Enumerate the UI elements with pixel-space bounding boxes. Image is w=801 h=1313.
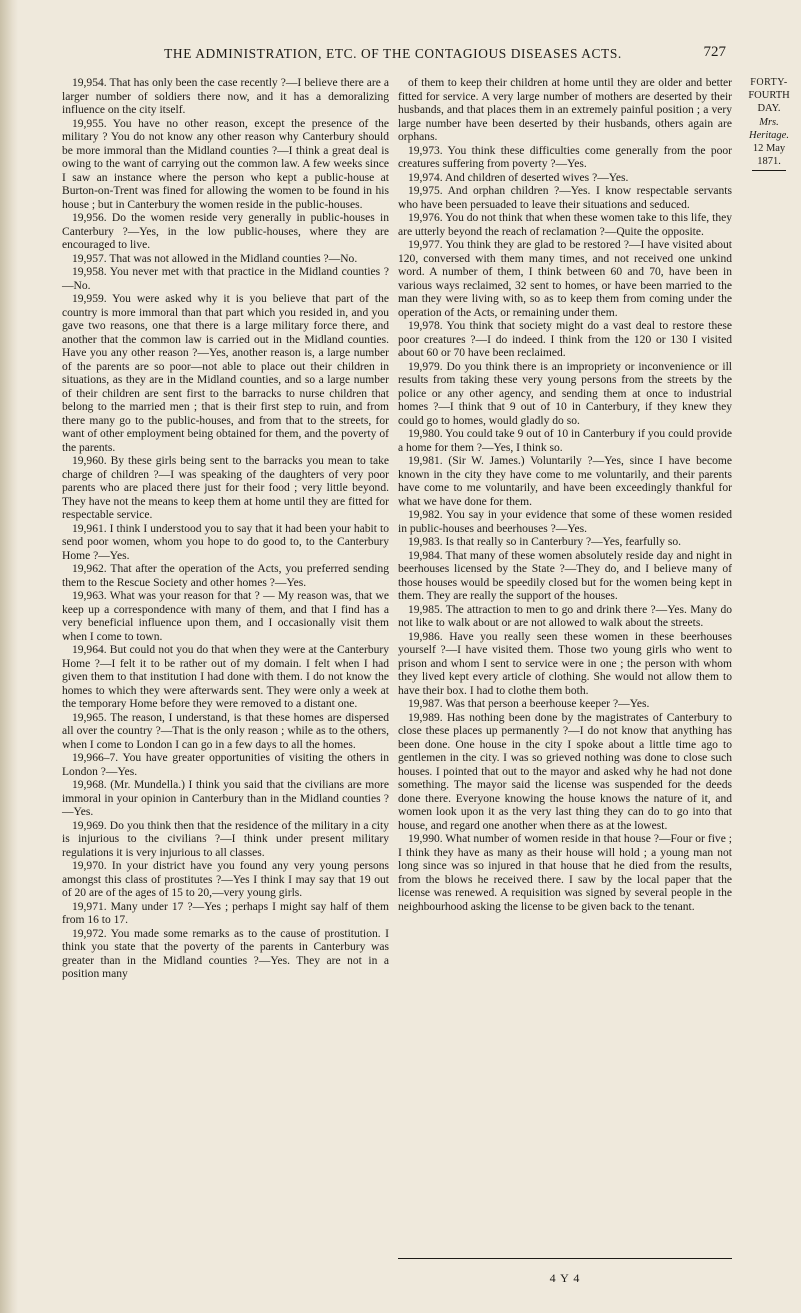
- margin-note-line: FORTY-: [750, 77, 788, 88]
- paragraph: 19,981. (Sir W. James.) Voluntarily ?—Yes, since I have become known in the city they have come to me voluntarily, and their parents have come to me voluntarily, and have been exceedingly thankful for what we have done for them.: [398, 455, 732, 508]
- paragraph: 19,959. You were asked why it is you believe that part of the country is more immoral than that part which you resided in, and you gave two reasons, one that there is a large military force there, and another that the common law is carried out in the Midland counties. Have you any other reason ?—Yes, another reason is, a large number of the parents are so poor—not able to place out their children in situations, as they are in the Midland counties, and so a large number of their children are sent first to the barracks to nurse children that belong to the married men ; that is their first step to ruin, and from there many go to the public-houses, and from that to the streets, for want of other employment being obtained for them, and the poverty of the parents.: [62, 293, 389, 454]
- paragraph: 19,977. You think they are glad to be restored ?—I have visited about 120, conversed with them many times, and not received one unkind word. A number of them, I think between 60 and 70, have been in various ways reclaimed, 32 sent to homes, or have been married to the man they were living with, so as to keep them from coming under the operation of the Acts, or remaining under them.: [398, 239, 732, 319]
- paragraph: 19,974. And children of deserted wives ?—Yes.: [408, 171, 629, 184]
- paragraph: 19,979. Do you think there is an impropriety or inconvenience or ill results from taking these very young persons from the streets by the police or any other agency, and sending them at once to industrial homes ?—I think that 9 out of 10 in Canterbury, if they knew they could go to homes, would gladly do so.: [398, 360, 732, 427]
- paragraph: 19,975. And orphan children ?—Yes. I know respectable servants who have been persuaded to leave their situations and seduced.: [398, 185, 732, 211]
- paragraph: 19,983. Is that really so in Canterbury ?—Yes, fearfully so.: [408, 536, 682, 548]
- paragraph: 19,978. You think that society might do a vast deal to restore these poor creatures ?—I do indeed. I think from the 120 or 130 I visited about 60 or 70 have been reclaimed.: [398, 320, 732, 359]
- paragraph: 19,985. The attraction to men to go and drink there ?—Yes. Many do not like to walk about or are not allowed to walk about the streets.: [398, 603, 732, 629]
- paragraph: 19,954. That has only been the case recently ?—I believe there are a larger number of soldiers there now, and it has a demoralizing influence on the city itself.: [62, 77, 389, 116]
- paragraph: 19,973. You think these difficulties come generally from the poor creatures suffering from poverty ?—Yes.: [398, 144, 732, 170]
- paragraph: 19,980. You could take 9 out of 10 in Canterbury if you could provide a home for them ?—Yes, I think so.: [398, 428, 732, 454]
- paragraph: 19,962. That after the operation of the Acts, you preferred sending them to the Rescue Society and other homes ?—Yes.: [62, 563, 389, 589]
- paragraph: 19,964. But could not you do that when they were at the Canterbury Home ?—I felt it to be rather out of my domain. I felt when I had given them to that institution I had done with them. I do not know the homes to which they were afterwards sent. They were only a week at the temporary Home before they were removed to a distant one.: [62, 644, 389, 710]
- paragraph: 19,984. That many of these women absolutely reside day and night in beerhouses licensed by the State ?—They do, and I believe many of those houses would be speedily closed but for the women being kept in them. They are really the support of the houses.: [398, 549, 732, 602]
- paragraph: 19,955. You have no other reason, except the presence of the military ? You do not know any other reason why Canterbury should be more immoral than the Midland counties ?—I think a great deal is owing to the want of carrying out the common law. A few weeks since I saw an instance where the person who kept a public-house at Burton-on-Trent was fined for allowing the women to be found in his house ; but in Canterbury the women reside in the public-houses.: [62, 117, 389, 211]
- paragraph: 19,963. What was your reason for that ? — My reason was, that we keep up a correspondence with many of them, and that I find has a very beneficial influence upon them, and I occasionally visit them when I come to town.: [62, 590, 389, 643]
- paragraph: 19,970. In your district have you found any very young persons amongst this class of prostitutes ?—Yes I think I may say that 19 out of 20 are of the ages of 15 to 20,—very young girls.: [62, 860, 389, 899]
- margin-note-day: FOURTH DAY.: [748, 90, 790, 114]
- footer-rule: [398, 1258, 732, 1259]
- paragraph: 19,957. That was not allowed in the Midland counties ?—No.: [72, 252, 358, 265]
- paragraph: 19,968. (Mr. Mundella.) I think you said that the civilians are more immoral in your opinion in Canterbury than in the Midland counties ?—Yes.: [62, 779, 389, 818]
- paragraph: 19,960. By these girls being sent to the barracks you mean to take charge of children ?—I was speaking of the daughters of very poor parents who are placed there just for their food ; very little beyond. They have not the means to keep them at home until they are fitted for respectable service.: [62, 455, 389, 521]
- paragraph: of them to keep their children at home until they are older and better fitted for service. A very large number of mothers are deserted by their husbands, and that places them in an extremely painful position ; a very large number have been deserted by their husbands, others again are orphans.: [398, 77, 732, 143]
- running-title: THE ADMINISTRATION, ETC. OF THE CONTAGIOUS DISEASES ACTS.: [164, 46, 622, 61]
- paragraph: 19,987. Was that person a beerhouse keeper ?—Yes.: [408, 698, 650, 710]
- paragraph: 19,989. Has nothing been done by the magistrates of Canterbury to close these places up permanently ?—I do not know that anything has been done. One house in the city I spoke about a little time ago to gentlemen in the city. I was so grieved nothing was done to close such houses. I pointed that out to the mayor and asked why he had not done something. The mayor said the license was suspended for the deeds done there. Everyone knowing the house knows the nature of it, and women look upon it as the very last thing they can do to go into that house, and regard one another when there as at the lowest.: [398, 711, 732, 832]
- margin-note: [740, 76, 798, 171]
- paragraph: 19,972. You made some remarks as to the cause of prostitution. I think you state that the poverty of the parents in Canterbury was greater than in the Midland counties ?—Yes. They are not in a position many: [62, 927, 389, 980]
- margin-note-date: 12 May 1871.: [752, 143, 786, 167]
- paragraph: 19,966–7. You have greater opportunities of visiting the others in London ?—Yes.: [62, 752, 389, 778]
- page-number: 727: [703, 44, 726, 60]
- paragraph: 19,976. You do not think that when these women take to this life, they are utterly beyond the reach of reclamation ?—Quite the opposite.: [398, 212, 732, 238]
- margin-note-rule: [752, 170, 786, 171]
- margin-note-witness: Mrs. Heritage.: [749, 117, 789, 141]
- paragraph: 19,969. Do you think then that the residence of the military in a city is injurious to the civilians ?—I think under present military regulations it is very injurious to all classes.: [62, 819, 389, 859]
- left-column: [62, 77, 389, 982]
- paragraph: 19,958. You never met with that practice in the Midland counties ?—No.: [62, 266, 389, 292]
- paragraph: 19,961. I think I understood you to say that it had been your habit to send poor women, whom you hope to do good to, to the Canterbury Home ?—Yes.: [62, 522, 389, 562]
- paragraph: 19,971. Many under 17 ?—Yes ; perhaps I might say half of them from 16 to 17.: [62, 900, 389, 926]
- signature-mark: 4 Y 4: [549, 1271, 581, 1285]
- page-binding-edge: [0, 0, 18, 1313]
- paragraph: 19,986. Have you really seen these women in these beerhouses yourself ?—I have visited them. Those two young girls who went to prison and whom I sent to service were in one ; the person with whom they lived kept every article of clothing. She would not allow them to have their box. I had to clothe them both.: [398, 630, 732, 697]
- running-header: [60, 46, 726, 66]
- right-column: [398, 77, 732, 914]
- paragraph: 19,965. The reason, I understand, is that these homes are dispersed all over the country ?—That is the only reason ; while as to the others, when I come to London I can go in a few days to all the homes.: [62, 711, 389, 751]
- paragraph: 19,990. What number of women reside in that house ?—Four or five ; I think they have as many as their house will hold ; a young man not long since was so injured in that house that he died from the results, from the blows he received there. I saw by the local paper that the license was renewed. A requisition was signed by several people in the neighbourhood asking the license to be given back to the tenant.: [398, 833, 732, 913]
- paragraph: 19,982. You say in your evidence that some of these women resided in public-houses and beerhouses ?—Yes.: [398, 509, 732, 535]
- paragraph: 19,956. Do the women reside very generally in public-houses in Canterbury ?—Yes, in the low public-houses, where they are encouraged to live.: [62, 212, 389, 251]
